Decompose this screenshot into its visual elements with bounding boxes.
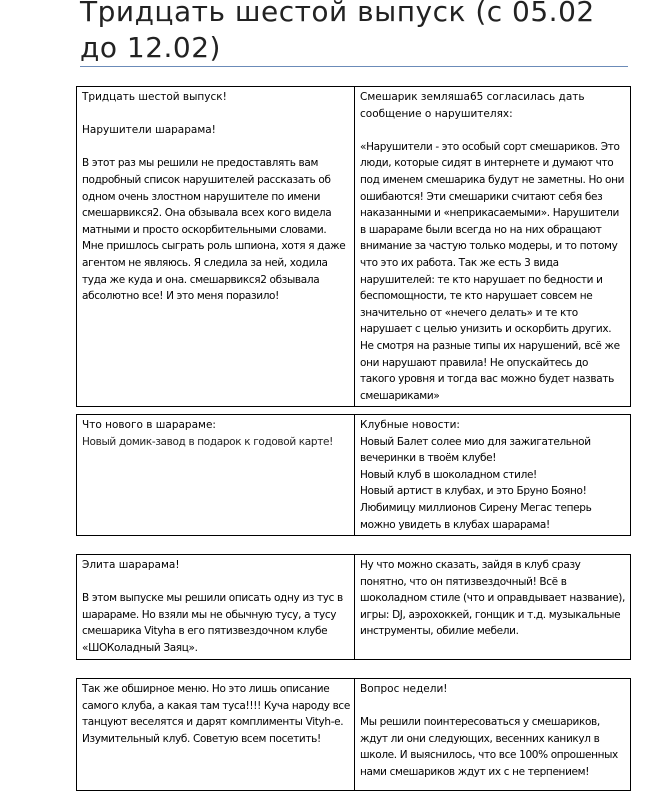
party-review-text: Так же обширное меню. Но это лишь описание самого клуба, а какая там туса!!!! Куча народу все танцуют веселятся и дарят комплименты Vityh-е. Изумительный клуб. Советую всем посетить! xyxy=(82,683,350,745)
club-news-item: Новый артист в клубах, и это Бруно Бояно! xyxy=(360,485,587,498)
cell-elite xyxy=(77,555,355,660)
article-table-2 xyxy=(76,414,631,536)
elite-heading: Элита шарарама! xyxy=(82,559,180,571)
club-news-item: Любимицу миллионов Сирену Мегас теперь можно увидеть в клубах шарарама! xyxy=(360,501,592,531)
article-table-3 xyxy=(76,554,631,660)
club-news-item: Новый клуб в шоколадном стиле! xyxy=(360,468,537,481)
page-title: Тридцать шестой выпуск (с 05.02 до 12.02) xyxy=(80,0,595,64)
article-table-1 xyxy=(76,86,631,407)
club-description-text: Ну что можно сказать, зайдя в клуб сразу понятно, что он пятизвездочный! Всё в шоколадном стиле (что и оправдывает название), игры: DJ, аэрохоккей, гонщик и т.д. музыкальные инструменты, обилие мебели. xyxy=(360,559,625,638)
cell-violators-intro xyxy=(77,87,355,407)
cell-party-review xyxy=(77,679,355,791)
cell-club-description xyxy=(355,555,631,660)
cell-question-of-week xyxy=(355,679,631,791)
question-text: Мы решили поинтересоваться у смешариков, ждут ли они следующих, весенних каникул в школе. И выяснилось, что все 100% опрошенных нами смешариков ждут их с не терпением! xyxy=(360,716,618,778)
cell-club-news xyxy=(355,415,631,536)
elite-text: В этом выпуске мы решили описать одну из тус в шарараме. Но взяли мы не обычную тусу, а тусу смешарика Vityha в его пятизвездочном клубе «ШОКоладный Заяц». xyxy=(82,592,343,654)
club-news-heading: Клубные новости: xyxy=(360,419,460,431)
cell-violators-quote xyxy=(355,87,631,407)
question-heading: Вопрос недели! xyxy=(360,683,448,695)
whats-new-heading: Что нового в шарараме: xyxy=(82,419,216,431)
quote-text: «Нарушители - это особый сорт смешариков. Это люди, которые сидят в интернете и думают что под именем смешарика будут не заметны. Но они ошибаются! Эти смешарики считают себя без наказанными и «неприкасаемыми». Нарушители в шарараме были всегда но на них обращают внимание за частую только модеры, и то потому что это их работа. Так же есть 3 вида нарушителей: те кто нарушает по бедности и беспомощности, те кто нарушает совсем не значительно от «нечего делать» и те кто нарушает с целью унизить и оскорбить других. Не смотря на разные типы их нарушений, всё же они нарушают правила! Не опускайтесь до такого уровня и тогда вас можно будет назвать смешариками» xyxy=(360,140,625,402)
violators-text: В этот раз мы решили не предоставлять вам подробный список нарушителей рассказать об одном очень злостном нарушителе по имени смешарвикся2. Она обзывала всех кого видела матными и просто оскорбительными словами. Мне пришлось сыграть роль шпиона, хотя я даже агентом не являюсь. Я следила за ней, ходила туда же куда и она. смешарвикся2 обзывала абсолютно все! И это меня поразило! xyxy=(82,157,346,303)
whats-new-text: Новый домик-завод в подарок к годовой карте! xyxy=(82,435,333,448)
cell-whats-new xyxy=(77,415,355,536)
quote-heading: Смешарик земляша65 согласилась дать сообщение о нарушителях: xyxy=(360,91,585,120)
club-news-item: Новый Балет солее мио для зажигательной вечеринки в твоём клубе! xyxy=(360,435,591,465)
violators-heading: Нарушители шарарама! xyxy=(82,124,216,137)
issue-heading: Тридцать шестой выпуск! xyxy=(82,91,227,103)
article-table-4 xyxy=(76,678,631,791)
title-underline xyxy=(80,66,628,67)
